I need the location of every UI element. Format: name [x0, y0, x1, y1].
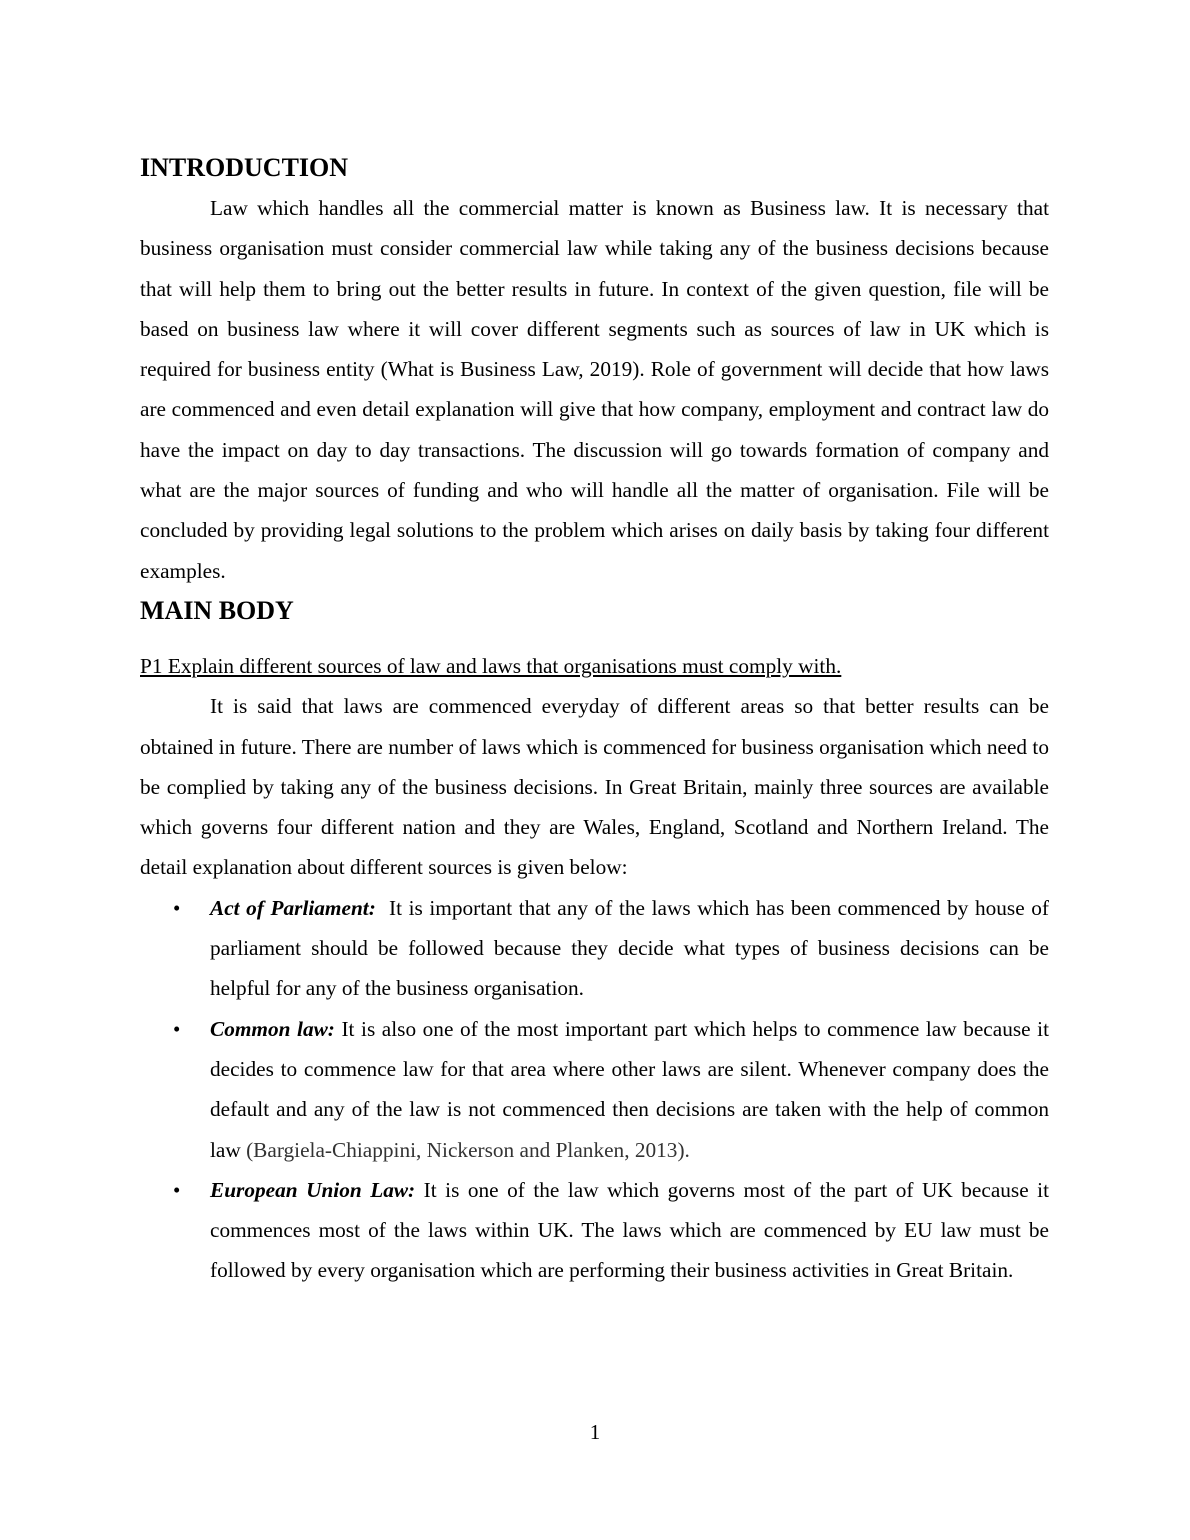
source-term: Common law: — [210, 1016, 335, 1041]
source-text: It is one of the law which governs most of the part of UK because it commences most of the laws within UK. The laws which are commenced by EU law must be followed by every organisation which are performing their business activities in Great Britain. — [210, 1177, 1049, 1283]
p1-subheading: P1 Explain different sources of law and laws that organisations must comply with. — [140, 653, 842, 678]
source-item-common-law — [140, 1009, 1049, 1170]
source-text: It is important that any of the laws which has been commenced by house of parliament should be followed because they decide what types of business decisions can be helpful for any of the business organisation. — [210, 895, 1055, 1001]
bullet-icon: • — [173, 895, 181, 920]
introduction-paragraph: Law which handles all the commercial matter is known as Business law. It is necessary that business organisation must consider commercial law while taking any of the business decisions because that will help them to bring out the better results in future. In context of the given question, file will be based on business law where it will cover different segments such as sources of law in UK which is required for business entity (What is Business Law, 2019). Role of government will decide that how laws are commenced and even detail explanation will give that how company, employment and contract law do have the impact on day to day transactions. The discussion will go towards formation of company and what are the major sources of funding and who will handle all the matter of organisation. File will be concluded by providing legal solutions to the problem which arises on daily basis by taking four different examples. — [140, 196, 1049, 583]
source-item-act-of-parliament — [140, 888, 1055, 1009]
source-text: It is also one of the most important part which helps to commence law because it decides to commence law for that area where other laws are silent. Whenever company does the default and any of the law is not commenced then decisions are taken with the help of common law — [210, 1016, 1049, 1162]
sources-of-law-list — [140, 888, 1055, 1291]
source-term: Act of Parliament: — [210, 895, 376, 920]
main-body-paragraph: It is said that laws are commenced everyday of different areas so that better results can be obtained in future. There are number of laws which is commenced for business organisation which need to be complied by taking any of the business decisions. In Great Britain, mainly three sources are available which governs four different nation and they are Wales, England, Scotland and Northern Ireland. The detail explanation about different sources is given below: — [140, 694, 1049, 880]
source-term: European Union Law: — [210, 1177, 416, 1202]
main-body-heading: MAIN BODY — [140, 595, 294, 625]
source-item-european-union-law — [140, 1170, 1049, 1291]
page-content — [140, 148, 1055, 1291]
bullet-icon: • — [173, 1016, 181, 1041]
bullet-icon: • — [173, 1177, 181, 1202]
introduction-heading: INTRODUCTION — [140, 153, 349, 182]
page-number: 1 — [589, 1420, 601, 1444]
source-citation: (Bargiela-Chiappini, Nickerson and Planken, 2013). — [246, 1137, 690, 1162]
